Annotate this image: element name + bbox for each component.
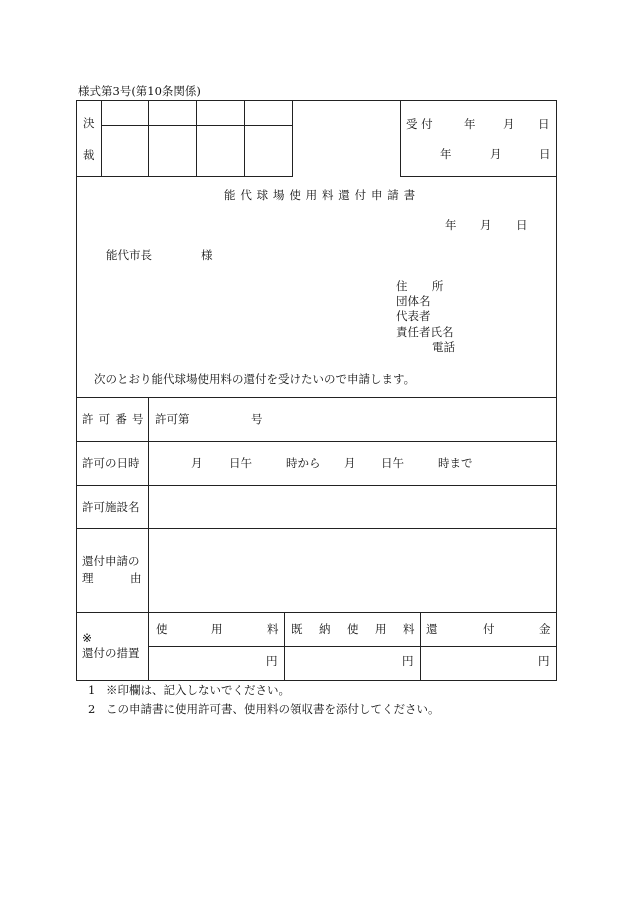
reason-label-li: 理 <box>82 571 94 585</box>
refund-amount-header-1: 還 <box>426 622 438 636</box>
note-1-number: 1 <box>88 683 96 697</box>
permit-datetime-month-1: 月 <box>191 456 203 470</box>
usage-fee-header-3: 料 <box>267 622 279 636</box>
form-title: 能代球場使用料還付申請書 <box>224 188 420 202</box>
refund-label: 還付の措置 <box>82 646 140 660</box>
reason-label-line1: 還付申請の <box>82 554 140 568</box>
refund-amount-header-3: 金 <box>539 622 551 636</box>
addressee-name: 能代市長 <box>106 248 152 262</box>
application-year: 年 <box>445 218 457 232</box>
permit-number-label: 許可番号 <box>82 412 149 426</box>
field-phone: 電話 <box>432 340 455 354</box>
paid-fee-input[interactable] <box>286 648 398 678</box>
form-number: 様式第3号(第10条関係) <box>78 84 201 98</box>
reception-year-1: 年 <box>464 117 476 131</box>
permit-number-prefix: 許可第 <box>155 412 190 426</box>
reception-day-2: 日 <box>539 147 551 161</box>
facility-label: 許可施設名 <box>82 500 140 514</box>
stamp-cell-1[interactable] <box>102 101 148 125</box>
reception-month-1: 月 <box>503 117 515 131</box>
application-day: 日 <box>516 218 528 232</box>
permit-datetime-month-2: 月 <box>344 456 356 470</box>
paid-fee-header-2: 納 <box>319 622 331 636</box>
reception-day-1: 日 <box>538 117 550 131</box>
refund-amount-header-2: 付 <box>483 622 495 636</box>
reason-label-yu: 由 <box>130 571 142 585</box>
refund-amount-input[interactable] <box>422 648 534 678</box>
note-1-text: ※印欄は、記入しないでください。 <box>106 683 290 697</box>
field-address: 住 所 <box>396 279 454 293</box>
stamp-cell-4[interactable] <box>245 101 292 125</box>
field-representative: 代表者 <box>396 309 431 323</box>
permit-number-input[interactable] <box>190 410 248 428</box>
usage-fee-header-1: 使 <box>156 622 168 636</box>
usage-fee-unit: 円 <box>266 654 278 668</box>
stamp-cell-3[interactable] <box>197 101 244 125</box>
approval-label-top: 決 <box>83 116 95 130</box>
permit-datetime-label: 許可の日時 <box>82 456 140 470</box>
facility-input[interactable] <box>149 486 556 528</box>
paid-fee-header-3: 使 <box>347 622 359 636</box>
field-responsible-person: 責任者氏名 <box>396 325 454 339</box>
permit-number-suffix: 号 <box>251 412 263 426</box>
usage-fee-input[interactable] <box>150 648 262 678</box>
reception-month-2: 月 <box>490 147 502 161</box>
note-2-text: この申請書に使用許可書、使用料の領収書を添付してください。 <box>106 702 440 716</box>
reception-label: 受 付 <box>406 117 433 131</box>
permit-datetime-until: 時まで <box>438 456 473 470</box>
paid-fee-header-4: 用 <box>375 622 387 636</box>
refund-mark: ※ <box>82 631 93 645</box>
paid-fee-unit: 円 <box>402 654 414 668</box>
permit-datetime-from: 時から <box>286 456 321 470</box>
paid-fee-header-5: 料 <box>403 622 415 636</box>
reason-input[interactable] <box>149 529 556 612</box>
note-2-number: 2 <box>88 702 96 716</box>
permit-datetime-day-1: 日午 <box>229 456 252 470</box>
reception-year-2: 年 <box>440 147 452 161</box>
permit-datetime-day-2: 日午 <box>381 456 404 470</box>
approval-label-bottom: 裁 <box>83 148 95 162</box>
stamp-cell-2[interactable] <box>149 101 196 125</box>
usage-fee-header-2: 用 <box>211 622 223 636</box>
paid-fee-header-1: 既 <box>291 622 303 636</box>
application-month: 月 <box>480 218 492 232</box>
refund-amount-unit: 円 <box>538 654 550 668</box>
field-organization: 団体名 <box>396 294 431 308</box>
application-statement: 次のとおり能代球場使用料の還付を受けたいので申請します。 <box>94 372 416 386</box>
addressee-honorific: 様 <box>201 248 213 262</box>
